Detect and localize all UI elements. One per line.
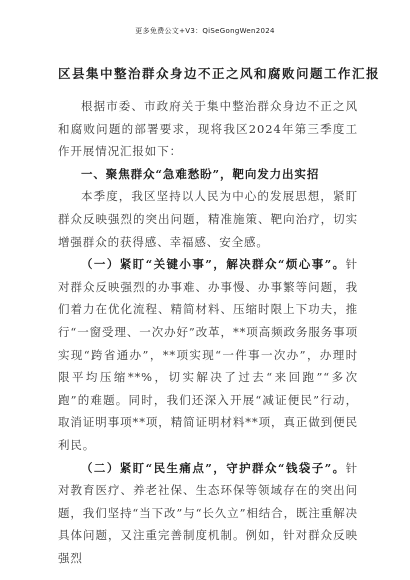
header-note: 更多免费公文+V3：QiSeGongWen2024 [135, 27, 275, 35]
subsection-1-body: 针对群众反映强烈的办事难、办事慢、办事繁等问题，我们着力在优化流程、精简材料、压缩时限上下功夫，推行“一窗受理、一次办好”改革，**项高频政务服务事项实现“跨省通办”，**项实现“一件事一次办”，办理时限平均压缩**%，切实解决了过去“来回跑”“多次跑”的难题。同时，我们还深入开展“减证便民”行动，取消证明事项**项，精简证明材料**项，真正做到便民利民。 [58, 257, 358, 452]
document-title: 区县集中整治群众身边不正之风和腐败问题工作汇报 [58, 66, 381, 81]
subsection-2-paragraph [58, 457, 358, 570]
document-body [58, 64, 381, 569]
subsection-2-body: 针对教育医疗、养老社保、生态环保等领域存在的突出问题，我们坚持“当下改”与“长久立”相结合，既注重解决具体问题，又注重完善制度机制。例如，针对群众反映强烈 [58, 460, 358, 565]
subsection-2-heading: （二）紧盯“民生痛点”，守护群众“钱袋子”。 [81, 460, 346, 475]
subsection-1-paragraph [58, 253, 358, 456]
intro-paragraph: 根据市委、市政府关于集中整治群众身边不正之风和腐败问题的部署要求，现将我区2024年第三季度工作开展情况汇报如下： [58, 99, 358, 159]
subsection-1-heading: （一）紧盯“关键小事”，解决群众“烦心事”。 [81, 257, 346, 272]
section-1-body: 本季度，我区坚持以人民为中心的发展思想，紧盯群众反映强烈的突出问题，精准施策、靶向治疗，切实增强群众的获得感、幸福感、安全感。 [58, 189, 358, 249]
section-1-heading: 一、聚焦群众“急难愁盼”，靶向发力出实招 [81, 166, 320, 181]
